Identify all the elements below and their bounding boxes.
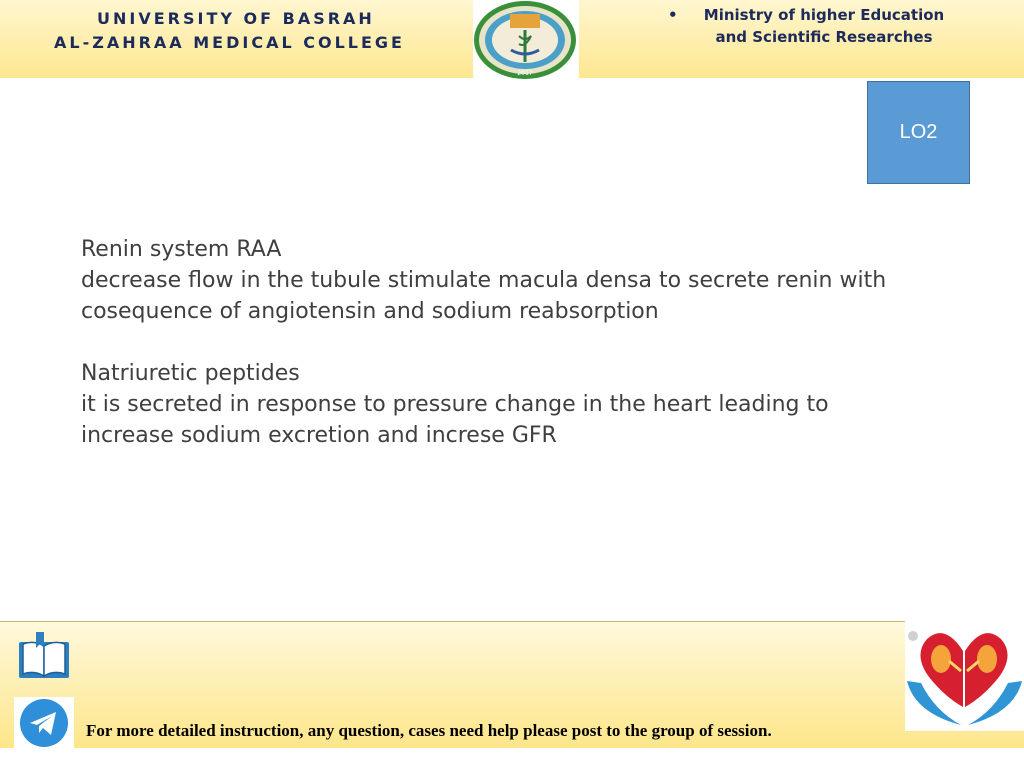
natriuretic-line-2: increase sodium excretion and increse GFR	[81, 423, 557, 448]
university-name: UNIVERSITY OF BASRAH	[97, 9, 375, 28]
renin-line-1: decrease flow in the tubule stimulate macula densa to secrete renin with	[81, 268, 887, 293]
college-name: AL-ZAHRAA MEDICAL COLLEGE	[54, 33, 405, 52]
learning-objective-badge: LO2	[867, 81, 970, 184]
renin-line-2: cosequence of angiotensin and sodium reabsorption	[81, 299, 659, 324]
telegram-icon[interactable]	[14, 697, 74, 749]
footer-instruction: For more detailed instruction, any question, cases need help please post to the group of session.	[86, 721, 772, 740]
ministry-bullet: •	[668, 6, 678, 24]
natriuretic-heading: Natriuretic peptides	[81, 361, 300, 386]
kidney-hands-icon	[905, 621, 1024, 731]
university-seal-icon	[473, 0, 579, 80]
natriuretic-line-1: it is secreted in response to pressure change in the heart leading to	[81, 392, 829, 417]
renin-heading: Renin system RAA	[81, 237, 282, 262]
ministry-line-2: and Scientific Researches	[715, 28, 933, 46]
ministry-line-1: Ministry of higher Education	[703, 6, 945, 24]
book-icon[interactable]	[16, 628, 72, 682]
ministry-text	[694, 4, 954, 48]
seal-year: 2017	[517, 70, 533, 77]
slide-body	[81, 234, 961, 451]
